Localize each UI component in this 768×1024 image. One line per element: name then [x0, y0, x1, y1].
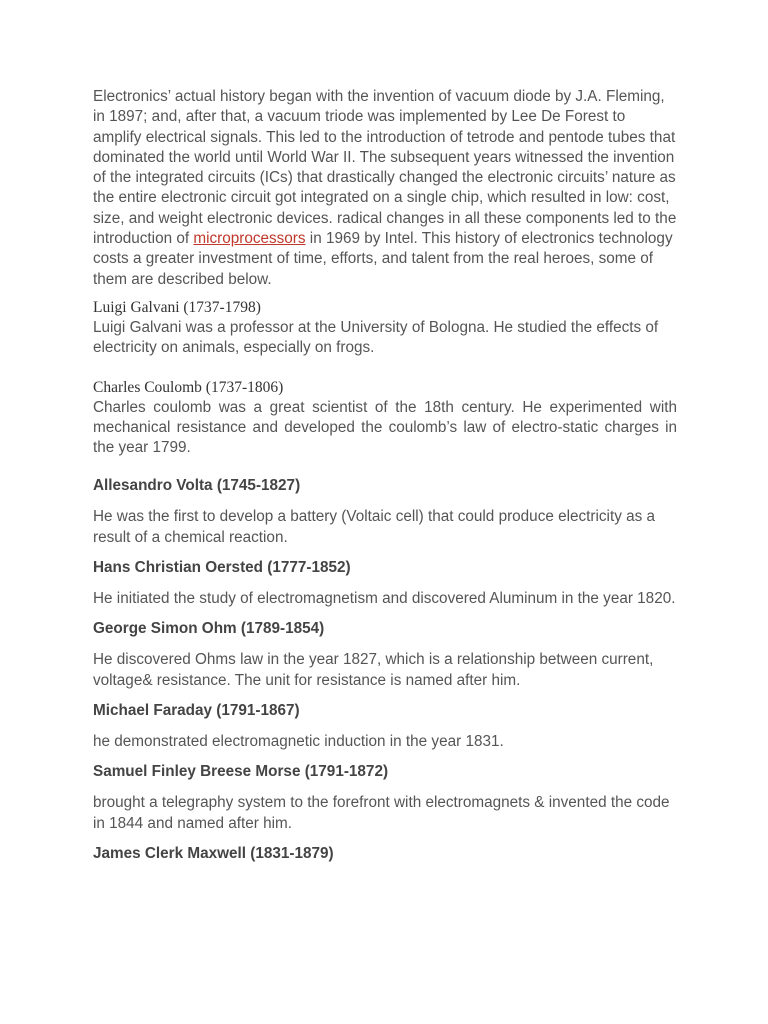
heading-hans-christian-oersted: Hans Christian Oersted (1777-1852) [93, 559, 351, 577]
heading-george-simon-ohm: George Simon Ohm (1789-1854) [93, 620, 325, 638]
heading-samuel-morse: Samuel Finley Breese Morse (1791-1872) [93, 763, 389, 781]
heading-charles-coulomb: Charles Coulomb (1737-1806) [93, 378, 284, 396]
heading-james-clerk-maxwell: James Clerk Maxwell (1831-1879) [93, 844, 334, 862]
paragraph-allesandro-volta: He was the first to develop a battery (Voltaic cell) that could produce electricity as a result of a chemical reaction. [93, 508, 656, 546]
intro-text-after-link: in 1969 by Intel. This history of electronics technology costs a greater investment of time, efforts, and talent from the real heroes, some of them are described below. [93, 230, 673, 288]
paragraph-hans-christian-oersted: He initiated the study of electromagnetism and discovered Aluminum in the year 1820. [93, 590, 676, 608]
paragraph-luigi-galvani: Luigi Galvani was a professor at the University of Bologna. He studied the effects of electricity on animals, especially on frogs. [93, 318, 659, 357]
paragraph-charles-coulomb: Charles coulomb was a great scientist of the 18th century. He experimented with mechanical resistance and developed the coulomb’s law of electro-static charges in the year 1799. [93, 398, 677, 457]
heading-michael-faraday: Michael Faraday (1791-1867) [93, 701, 300, 719]
intro-paragraph [93, 87, 677, 290]
microprocessors-link[interactable]: microprocessors [193, 230, 306, 248]
paragraph-michael-faraday: he demonstrated electromagnetic induction in the year 1831. [93, 732, 504, 750]
document-page [93, 87, 677, 864]
paragraph-george-simon-ohm: He discovered Ohms law in the year 1827, which is a relationship between current, voltage& resistance. The unit for resistance is named after him. [93, 651, 654, 689]
intro-text-before-link: Electronics’ actual history began with the invention of vacuum diode by J.A. Fleming, in 1897; and, after that, a vacuum triode was implemented by Lee De Forest to amplify electrical signals. This led to the introduction of tetrode and pentode tubes that dominated the world until World War II. The subsequent years witnessed the invention of the integrated circuits (ICs) that drastically changed the electronic circuits’ nature as the entire electronic circuit got integrated on a single chip, which resulted in low: cost, size, and weight electronic devices. radical changes in all these components led to the introduction of [93, 88, 677, 248]
heading-allesandro-volta: Allesandro Volta (1745-1827) [93, 477, 301, 495]
paragraph-samuel-morse: brought a telegraphy system to the forefront with electromagnets & invented the code in 1844 and named after him. [93, 794, 670, 832]
heading-luigi-galvani: Luigi Galvani (1737-1798) [93, 298, 261, 316]
